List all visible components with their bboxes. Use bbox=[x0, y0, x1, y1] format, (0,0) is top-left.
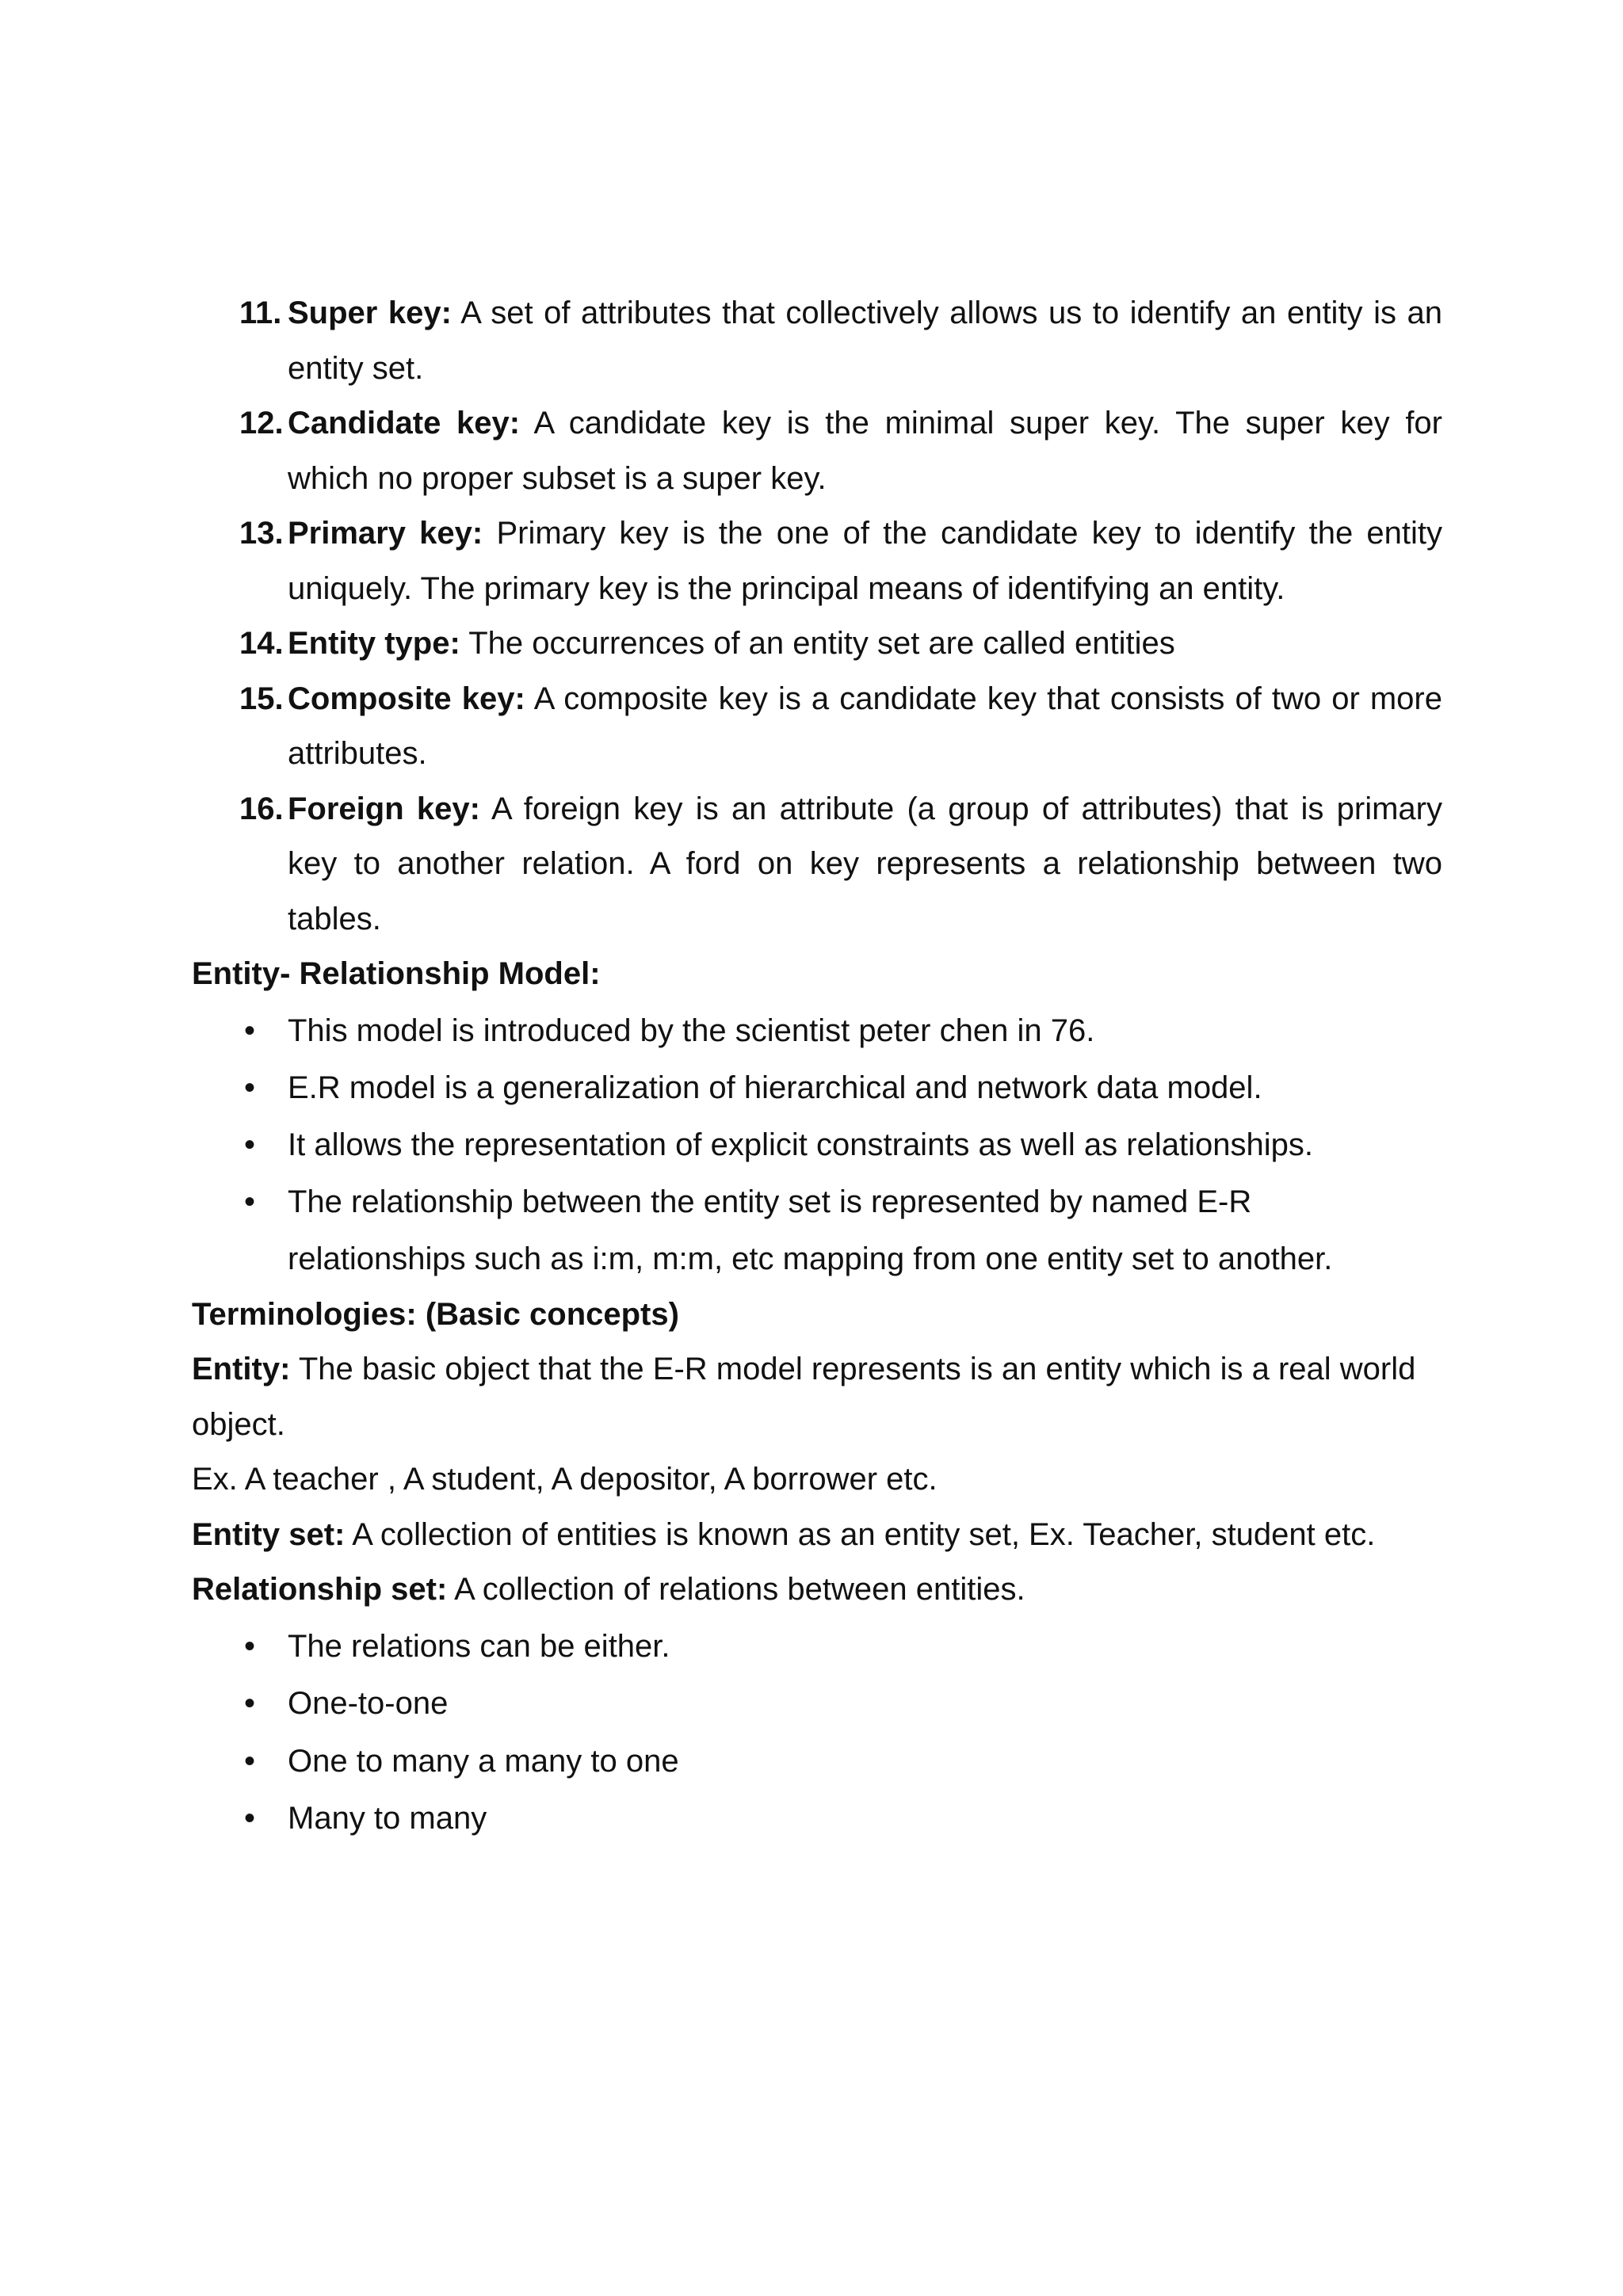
list-item bbox=[192, 1618, 1442, 1676]
definition-term: Candidate key: bbox=[288, 406, 521, 441]
item-number: 14. bbox=[239, 626, 284, 661]
definition-text: A collection of entities is known as an entity set, Ex. Teacher, student etc. bbox=[345, 1516, 1376, 1552]
list-item bbox=[192, 1733, 1442, 1791]
list-item bbox=[192, 1059, 1442, 1116]
relationship-set-definition bbox=[192, 1562, 1442, 1618]
definition-text: A collection of relations between entities. bbox=[447, 1572, 1025, 1607]
definition-term: Composite key: bbox=[288, 681, 525, 716]
bullet-icon: • bbox=[244, 1686, 256, 1721]
definition-item bbox=[192, 286, 1442, 396]
entity-example: Ex. A teacher , A student, A depositor, A borrower etc. bbox=[192, 1462, 938, 1497]
bullet-icon: • bbox=[244, 1070, 256, 1105]
definition-term: Entity set: bbox=[192, 1516, 346, 1552]
section-heading: Terminologies: (Basic concepts) bbox=[192, 1296, 679, 1332]
bullet-icon: • bbox=[244, 1801, 256, 1836]
list-item-text-line: The relationship between the entity set is represented by named E-R bbox=[288, 1184, 1252, 1219]
list-item-text: One to many a many to one bbox=[288, 1743, 679, 1779]
item-number: 16. bbox=[239, 791, 284, 826]
definition-term: Foreign key: bbox=[288, 791, 480, 826]
list-item bbox=[192, 1116, 1442, 1173]
bullet-icon: • bbox=[244, 1743, 256, 1779]
item-number: 11. bbox=[239, 296, 282, 330]
list-item-text: The relations can be either. bbox=[288, 1628, 670, 1664]
bullet-icon: • bbox=[244, 1628, 256, 1664]
list-item bbox=[192, 1173, 1442, 1287]
item-number: 13. bbox=[239, 516, 284, 551]
list-item-text: One-to-one bbox=[288, 1686, 449, 1721]
definition-text: A foreign key is an attribute (a group of attributes) that is primary key to another relation. A ford on key represents a relationship between two tables. bbox=[288, 791, 1442, 936]
entity-set-definition bbox=[192, 1508, 1442, 1563]
bullet-icon: • bbox=[244, 1184, 256, 1219]
definition-item bbox=[192, 396, 1442, 506]
definition-term: Super key: bbox=[288, 296, 452, 330]
definition-item bbox=[192, 782, 1442, 948]
entity-definition bbox=[192, 1342, 1442, 1452]
definition-text: The occurrences of an entity set are called entities bbox=[460, 626, 1175, 661]
section-heading: Entity- Relationship Model: bbox=[192, 956, 601, 991]
definition-text: A composite key is a candidate key that consists of two or more attributes. bbox=[288, 681, 1442, 771]
item-number: 12. bbox=[239, 406, 284, 441]
list-item bbox=[192, 1790, 1442, 1848]
definition-text: Primary key is the one of the candidate key to identify the entity uniquely. The primary key is the principal means of identifying an entity. bbox=[288, 516, 1443, 606]
definition-text: The basic object that the E-R model represents is an entity which is a real world object. bbox=[192, 1352, 1416, 1442]
item-number: 15. bbox=[239, 681, 284, 716]
definition-item bbox=[192, 672, 1442, 782]
bullet-icon: • bbox=[244, 1013, 256, 1048]
definition-term: Primary key: bbox=[288, 516, 483, 551]
list-item-text: It allows the representation of explicit constraints as well as relationships. bbox=[288, 1127, 1313, 1162]
definition-text: A set of attributes that collectively allows us to identify an entity is an entity set. bbox=[288, 296, 1442, 386]
list-item-text: E.R model is a generalization of hierarchical and network data model. bbox=[288, 1070, 1262, 1105]
definitions-list bbox=[192, 286, 1442, 947]
definition-term: Relationship set: bbox=[192, 1572, 448, 1607]
relation-types-bullets bbox=[192, 1618, 1442, 1848]
definition-term: Entity type: bbox=[288, 626, 460, 661]
er-model-bullets bbox=[192, 1002, 1442, 1287]
page-content bbox=[192, 286, 1442, 1848]
list-item-text-line: relationships such as i:m, m:m, etc mapping from one entity set to another. bbox=[288, 1241, 1333, 1276]
list-item-text: Many to many bbox=[288, 1801, 487, 1836]
bullet-icon: • bbox=[244, 1127, 256, 1162]
definition-text: A candidate key is the minimal super key. The super key for which no proper subset is a super key. bbox=[288, 406, 1442, 496]
list-item-text: This model is introduced by the scientist peter chen in 76. bbox=[288, 1013, 1095, 1048]
definition-item bbox=[192, 506, 1442, 616]
definition-term: Entity: bbox=[192, 1352, 291, 1386]
definition-item bbox=[192, 616, 1442, 672]
list-item bbox=[192, 1675, 1442, 1733]
list-item bbox=[192, 1002, 1442, 1059]
